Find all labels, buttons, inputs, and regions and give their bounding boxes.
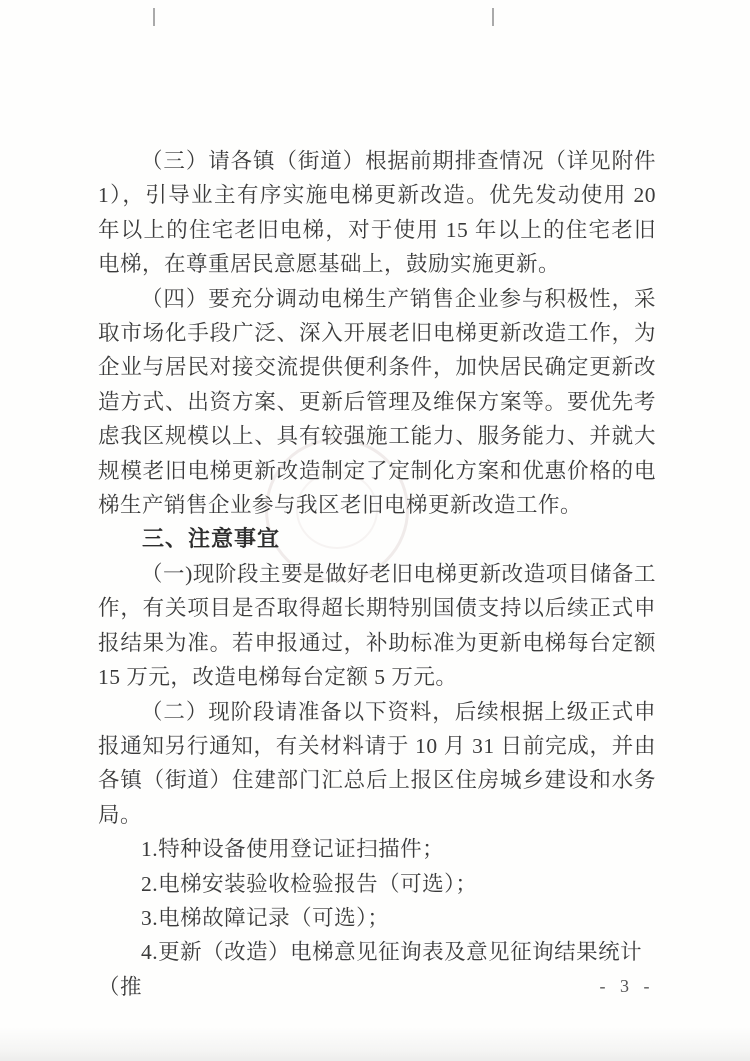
scan-bottom-shadow — [0, 1027, 750, 1061]
material-item-2: 2.电梯安装验收检验报告（可选）； — [141, 871, 478, 896]
material-item-3: 3.电梯故障记录（可选）； — [141, 905, 390, 930]
document-body — [98, 144, 656, 1004]
page-number: - 3 - — [599, 976, 655, 996]
paragraph-point-4: （四）要充分调动电梯生产销售企业参与积极性，采取市场化手段广泛、深入开展老旧电梯更新改造工作，为企业与居民对接交流提供便利条件，加快居民确定更新改造方式、出资方案、更新后管理及维保方案等。要优先考虑我区规模以上、具有较强施工能力、服务能力、并就大规模老旧电梯更新改造制定了定制化方案和优惠价格的电梯生产销售企业参与我区老旧电梯更新改造工作。 — [98, 286, 656, 518]
material-item-4: 4.更新（改造）电梯意见征询表及意见征询结果统计（推 — [98, 940, 643, 999]
material-item-1: 1.特种设备使用登记证扫描件； — [141, 837, 445, 862]
scan-registration-mark-right — [492, 8, 494, 26]
paragraph-point-3: （三）请各镇（街道）根据前期排查情况（详见附件 1），引导业主有序实施电梯更新改造。优先发动使用 20 年以上的住宅老旧电梯，对于使用 15 年以上的住宅老旧电梯，在尊重居民意愿基础上，鼓励实施更新。 — [98, 149, 656, 277]
section-heading: 三、注意事宜 — [142, 526, 281, 552]
scan-registration-mark-left — [153, 8, 155, 26]
paragraph-note-2: （二）现阶段请准备以下资料，后续根据上级正式申报通知另行通知，有关材料请于 10 月 31 日前完成，并由各镇（街道）住建部门汇总后上报区住房城乡建设和水务局。 — [98, 699, 656, 827]
paragraph-note-1: （一)现阶段主要是做好老旧电梯更新改造项目储备工作，有关项目是否取得超长期特别国债支持以后续正式申报结果为准。若申报通过，补助标准为更新电梯每台定额 15 万元，改造电梯每台定额 5 万元。 — [98, 561, 656, 690]
